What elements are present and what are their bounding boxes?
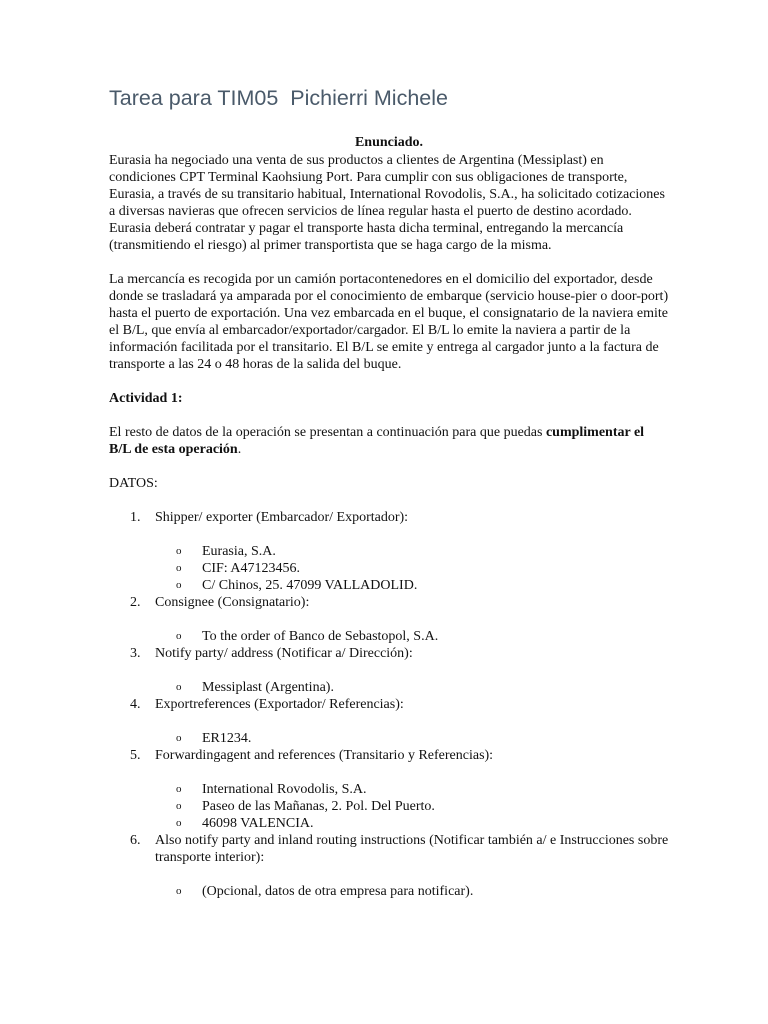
datos-sub-item-text: To the order of Banco de Sebastopol, S.A. — [202, 629, 439, 644]
spacer — [155, 713, 669, 730]
datos-item-label: Notify party/ address (Notificar a/ Dirección): — [155, 646, 413, 661]
datos-label: DATOS: — [109, 476, 158, 491]
datos-item-number: 1. — [130, 510, 141, 525]
datos-item-number: 5. — [130, 748, 141, 763]
datos-sub-item — [155, 781, 669, 798]
datos-item — [109, 594, 669, 645]
datos-list — [109, 509, 669, 900]
spacer — [109, 373, 669, 390]
datos-item-label: Shipper/ exporter (Embarcador/ Exportador): — [155, 510, 409, 525]
datos-sub-item — [155, 730, 669, 747]
datos-item — [109, 509, 669, 594]
datos-sub-list — [155, 730, 669, 747]
datos-item-label: Forwardingagent and references (Transitario y Referencias): — [155, 748, 494, 763]
datos-sub-list — [155, 883, 669, 900]
datos-sub-item — [155, 628, 669, 645]
datos-sub-list — [155, 781, 669, 832]
spacer — [155, 611, 669, 628]
datos-sub-list — [155, 543, 669, 594]
datos-item-number: 2. — [130, 595, 141, 610]
datos-sub-item-text: Paseo de las Mañanas, 2. Pol. Del Puerto. — [202, 799, 435, 814]
datos-item-number: 6. — [130, 833, 141, 848]
actividad-text-bold: cumplimentar el B/L de esta operación — [109, 425, 645, 457]
datos-sub-item — [155, 543, 669, 560]
datos-sub-item-text: Eurasia, S.A. — [202, 544, 276, 559]
spacer — [109, 492, 669, 509]
datos-item-number: 3. — [130, 646, 141, 661]
spacer — [155, 866, 669, 883]
datos-sub-item-text: Messiplast (Argentina). — [202, 680, 334, 695]
datos-sub-item — [155, 883, 669, 900]
actividad-heading: Actividad 1: — [109, 391, 183, 406]
datos-sub-item-text: 46098 VALENCIA. — [202, 816, 314, 831]
paragraph-1: Eurasia ha negociado una venta de sus productos a clientes de Argentina (Messiplast) en condiciones CPT Terminal Kaohsiung Port. Para cumplir con sus obligaciones de transporte, Eurasia, a través de su transitario habitual, International Rovodolis, S.A., ha solicitado cotizaciones a diversas navieras que ofrecen servicios de línea regular hasta el puerto de destino acordado. Eurasia deberá contratar y pagar el transporte hasta dicha terminal, entregando la mercancía (transmitiendo el riesgo) al primer transportista que se haga cargo de la misma. — [109, 153, 665, 253]
actividad-text-after: . — [237, 442, 242, 457]
datos-sub-item-text: (Opcional, datos de otra empresa para notificar). — [202, 884, 474, 899]
bullet-icon: o — [176, 681, 182, 693]
paragraph-2: La mercancía es recogida por un camión portacontenedores en el domicilio del exportador, desde donde se trasladará ya amparada por el conocimiento de embarque (servicio house-pier o door-port) hasta el puerto de exportación. Una vez embarcada en el buque, el consignatario de la naviera emite el B/L, que envía al embarcador/exportador/cargador. El B/L lo emite la naviera a partir de la información facilitada por el transitario. El B/L se emite y entrega al cargador junto a la factura de transporte a las 24 o 48 horas de la salida del buque. — [109, 272, 669, 372]
bullet-icon: o — [176, 545, 182, 557]
datos-item-label: Consignee (Consignatario): — [155, 595, 310, 610]
datos-item-label: Also notify party and inland routing instructions (Notificar también a/ e Instrucciones sobre transporte interior): — [155, 833, 669, 865]
datos-sub-item-text: C/ Chinos, 25. 47099 VALLADOLID. — [202, 578, 418, 593]
bullet-icon: o — [176, 630, 182, 642]
datos-sub-item — [155, 798, 669, 815]
spacer — [109, 407, 669, 424]
datos-sub-item-text: ER1234. — [202, 731, 252, 746]
document-page — [109, 84, 669, 900]
bullet-icon: o — [176, 783, 182, 795]
bullet-icon: o — [176, 732, 182, 744]
spacer — [109, 254, 669, 271]
bullet-icon: o — [176, 562, 182, 574]
spacer — [155, 526, 669, 543]
datos-sub-item-text: CIF: A47123456. — [202, 561, 301, 576]
datos-item-label: Exportreferences (Exportador/ Referencias): — [155, 697, 404, 712]
bullet-icon: o — [176, 885, 182, 897]
enunciado-heading: Enunciado. — [354, 135, 424, 150]
bullet-icon: o — [176, 579, 182, 591]
datos-sub-item-text: International Rovodolis, S.A. — [202, 782, 367, 797]
datos-item — [109, 696, 669, 747]
datos-sub-list — [155, 628, 669, 645]
bullet-icon: o — [176, 800, 182, 812]
datos-item — [109, 747, 669, 832]
datos-item — [109, 832, 669, 900]
actividad-text — [109, 424, 669, 458]
spacer — [109, 458, 669, 475]
page-title: Tarea para TIM05 Pichierri Michele — [109, 86, 448, 110]
datos-item-number: 4. — [130, 697, 141, 712]
datos-sub-list — [155, 679, 669, 696]
datos-sub-item — [155, 577, 669, 594]
datos-sub-item — [155, 560, 669, 577]
datos-sub-item — [155, 815, 669, 832]
datos-sub-item — [155, 679, 669, 696]
spacer — [155, 764, 669, 781]
actividad-text-before: El resto de datos de la operación se presentan a continuación para que puedas — [109, 425, 546, 440]
bullet-icon: o — [176, 817, 182, 829]
spacer — [155, 662, 669, 679]
datos-item — [109, 645, 669, 696]
